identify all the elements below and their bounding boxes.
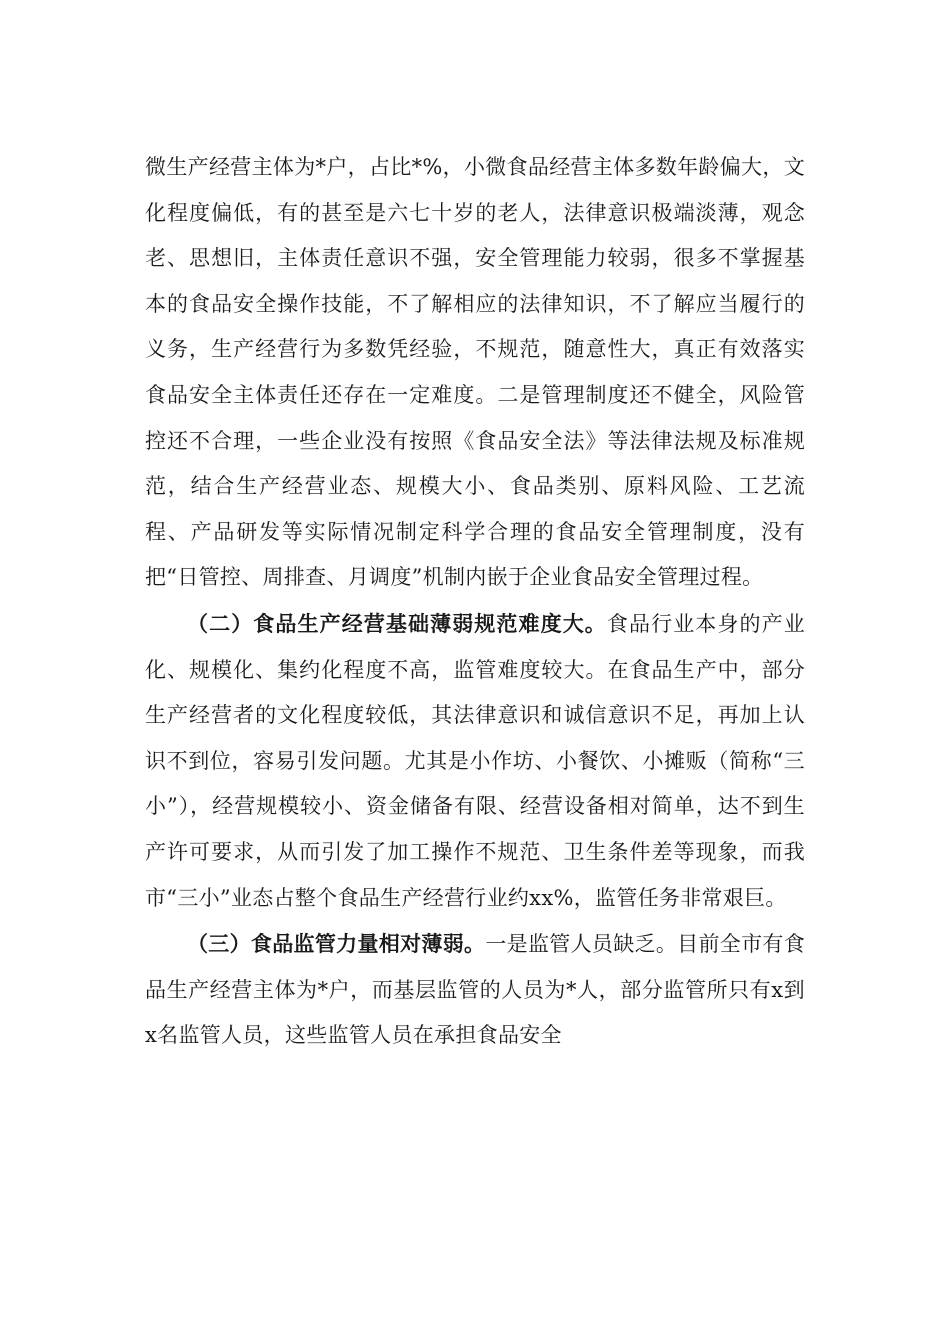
paragraph-body: 微生产经营主体为*户，占比*%，小微食品经营主体多数年龄偏大，文化程度偏低，有的甚至是六七十岁的老人，法律意识极端淡薄，观念老、思想旧，主体责任意识不强，安全管理能力较弱，很多不掌握基本的食品安全操作技能，不了解相应的法律知识，不了解应当履行的义务，生产经营行为多数凭经验，不规范，随意性大，真正有效落实食品安全主体责任还存在一定难度。二是管理制度还不健全，风险管控还不合理，一些企业没有按照《食品安全法》等法律法规及标准规范，结合生产经营业态、规模大小、食品类别、原料风险、工艺流程、产品研发等实际情况制定科学合理的食品安全管理制度，没有把“日管控、周排查、月调度”机制内嵌于企业食品安全管理过程。 — [145, 155, 805, 590]
paragraph-body: 食品行业本身的产业化、规模化、集约化程度不高，监管难度较大。在食品生产中，部分生产经营者的文化程度较低，其法律意识和诚信意识不足，再加上认识不到位，容易引发问题。尤其是小作坊、小餐饮、小摊贩（简称“三小”），经营规模较小、资金储备有限、经营设备相对简单，达不到生产许可要求，从而引发了加工操作不规范、卫生条件差等现象，而我市“三小”业态占整个食品生产经营行业约xx%，监管任务非常艰巨。 — [145, 611, 806, 910]
section-heading: （三）食品监管力量相对薄弱。 — [187, 931, 486, 957]
paragraph-section-three — [145, 921, 805, 1059]
paragraph-continuation — [145, 145, 805, 601]
document-page — [145, 145, 805, 1059]
paragraph-section-two — [145, 601, 805, 921]
section-heading: （二）食品生产经营基础薄弱规范难度大。 — [187, 610, 607, 636]
paragraph-body: 一是监管人员缺乏。目前全市有食品生产经营主体为*户，而基层监管的人员为*人，部分监管所只有x到x名监管人员，这些监管人员在承担食品安全 — [145, 932, 806, 1048]
